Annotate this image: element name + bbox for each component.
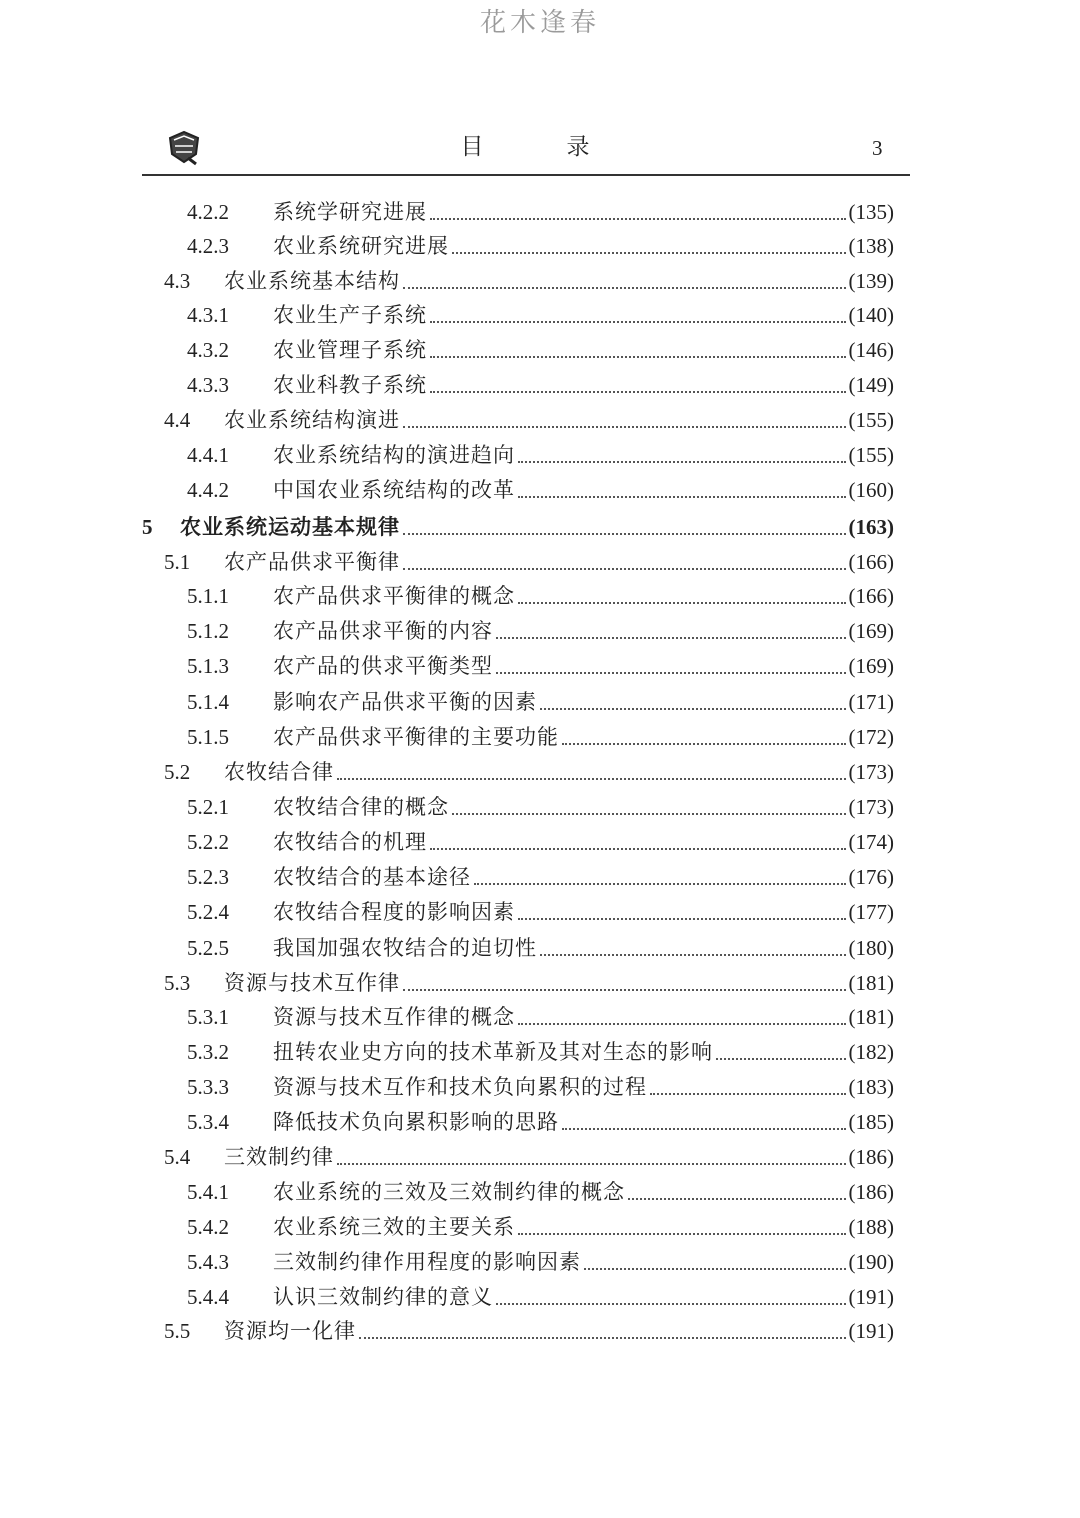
dot-leader: [359, 1337, 846, 1339]
toc-entry-number: 5.3.4: [187, 1110, 229, 1134]
toc-entry[interactable]: [164, 1316, 894, 1346]
toc-entry-page: (188): [848, 1215, 894, 1239]
dot-leader: [337, 1163, 846, 1165]
toc-entry-number: 4.3.1: [187, 303, 229, 327]
toc-entry[interactable]: [164, 547, 894, 577]
toc-entry-number: 4.3.3: [187, 373, 229, 397]
toc-entry[interactable]: [187, 1282, 894, 1312]
toc-entry-page: (173): [848, 760, 894, 784]
dot-leader: [518, 918, 846, 920]
toc-entry-title: 中国农业系统结构的改革: [273, 478, 515, 502]
dot-leader: [452, 813, 846, 815]
dot-leader: [540, 954, 846, 956]
toc-entry-page: (186): [848, 1180, 894, 1204]
toc-entry-number: 4.4: [164, 408, 191, 432]
toc-entry[interactable]: [187, 651, 894, 681]
toc-entry-number: 5.4.2: [187, 1215, 229, 1239]
toc-entry-title: 农产品供求平衡律的概念: [273, 584, 515, 608]
dot-leader: [628, 1198, 846, 1200]
toc-entry[interactable]: [187, 687, 894, 717]
toc-entry[interactable]: [164, 1142, 894, 1172]
toc-entry-page: (191): [848, 1285, 894, 1309]
toc-entry-page: (174): [848, 830, 894, 854]
toc-entry-page: (166): [848, 550, 894, 574]
toc-entry-page: (181): [848, 1005, 894, 1029]
dot-leader: [430, 391, 846, 393]
toc-entry[interactable]: [187, 1002, 894, 1032]
toc-entry-page: (186): [848, 1145, 894, 1169]
dot-leader: [403, 568, 846, 570]
dot-leader: [430, 356, 846, 358]
dot-leader: [496, 637, 846, 639]
toc-entry-number: 5.1.4: [187, 690, 229, 714]
dot-leader: [562, 743, 846, 745]
toc-entry-page: (171): [848, 690, 894, 714]
toc-entry[interactable]: [187, 335, 894, 365]
dot-leader: [518, 1023, 846, 1025]
toc-entry-title: 农产品供求平衡律: [224, 550, 400, 574]
toc-entry[interactable]: [187, 616, 894, 646]
toc-entry-title: 系统学研究进展: [273, 200, 427, 224]
toc-entry-page: (163): [848, 515, 894, 539]
toc-entry-number: 5.1.1: [187, 584, 229, 608]
toc-entry-title: 扭转农业史方向的技术革新及其对生态的影响: [273, 1040, 713, 1064]
watermark: 花木逢春: [479, 8, 600, 38]
toc-entry[interactable]: [187, 1072, 894, 1102]
toc-entry-title: 农牧结合律的概念: [273, 795, 449, 819]
toc-entry[interactable]: [187, 370, 894, 400]
toc-entry-page: (155): [848, 408, 894, 432]
toc-entry-title: 资源与技术互作律: [224, 971, 400, 995]
toc-entry-page: (155): [848, 443, 894, 467]
toc-entry[interactable]: [187, 933, 894, 963]
dot-leader: [474, 883, 846, 885]
toc-entry-page: (183): [848, 1075, 894, 1099]
toc-entry[interactable]: [187, 197, 894, 227]
toc-entry-number: 5.5: [164, 1319, 191, 1343]
dot-leader: [430, 848, 846, 850]
dot-leader: [403, 533, 846, 535]
dot-leader: [518, 496, 846, 498]
toc-entry-title: 农产品供求平衡的内容: [273, 619, 493, 643]
toc-entry-number: 4.4.2: [187, 478, 229, 502]
toc-entry-title: 资源与技术互作律的概念: [273, 1005, 515, 1029]
toc-entry-number: 5.2: [164, 760, 191, 784]
page-header-title: 目 录: [460, 134, 620, 160]
toc-entry[interactable]: [187, 440, 894, 470]
toc-entry-page: (138): [848, 234, 894, 258]
toc-entry-number: 5.2.1: [187, 795, 229, 819]
toc-entry-number: 5.3.1: [187, 1005, 229, 1029]
toc-entry[interactable]: [164, 968, 894, 998]
toc-entry-title: 农牧结合的基本途径: [273, 865, 471, 889]
toc-entry-number: 4.3.2: [187, 338, 229, 362]
toc-entry-title: 农牧结合的机理: [273, 830, 427, 854]
toc-entry-page: (135): [848, 200, 894, 224]
dot-leader: [430, 218, 846, 220]
toc-entry-number: 4.4.1: [187, 443, 229, 467]
toc-entry[interactable]: [187, 827, 894, 857]
toc-entry-title: 三效制约律作用程度的影响因素: [273, 1250, 581, 1274]
toc-entry-number: 4.3: [164, 269, 191, 293]
dot-leader: [518, 602, 846, 604]
toc-entry[interactable]: [164, 266, 894, 296]
toc-entry-page: (182): [848, 1040, 894, 1064]
toc-entry-number: 5.4.1: [187, 1180, 229, 1204]
dot-leader: [337, 778, 846, 780]
dot-leader: [403, 287, 846, 289]
toc-entry-page: (172): [848, 725, 894, 749]
toc-entry[interactable]: [187, 897, 894, 927]
toc-entry-number: 5.2.4: [187, 900, 229, 924]
toc-entry[interactable]: [187, 1247, 894, 1277]
toc-entry-title: 农产品供求平衡律的主要功能: [273, 725, 559, 749]
toc-entry-number: 5.4.4: [187, 1285, 229, 1309]
toc-entry-page: (191): [848, 1319, 894, 1343]
toc-entry-page: (169): [848, 654, 894, 678]
dot-leader: [403, 426, 846, 428]
toc-entry-page: (185): [848, 1110, 894, 1134]
toc-entry-number: 4.2.2: [187, 200, 229, 224]
toc-entry-number: 5: [142, 515, 153, 539]
toc-entry[interactable]: [142, 512, 894, 542]
toc-entry-title: 影响农产品供求平衡的因素: [273, 690, 537, 714]
dot-leader: [716, 1058, 846, 1060]
toc-entry[interactable]: [187, 581, 894, 611]
toc-entry[interactable]: [187, 1177, 894, 1207]
toc-entry-number: 5.1.5: [187, 725, 229, 749]
toc-entry-number: 5.1.2: [187, 619, 229, 643]
toc-entry-title: 农牧结合程度的影响因素: [273, 900, 515, 924]
toc-entry-number: 5.3.2: [187, 1040, 229, 1064]
toc-entry-title: 资源均一化律: [224, 1319, 356, 1343]
toc-entry-page: (190): [848, 1250, 894, 1274]
dot-leader: [518, 1233, 846, 1235]
toc-entry-page: (146): [848, 338, 894, 362]
dot-leader: [650, 1093, 846, 1095]
toc-entry-number: 5.3.3: [187, 1075, 229, 1099]
dot-leader: [496, 1303, 846, 1305]
toc-entry-page: (181): [848, 971, 894, 995]
toc-entry-number: 5.4.3: [187, 1250, 229, 1274]
toc-entry-title: 认识三效制约律的意义: [273, 1285, 493, 1309]
toc-entry-number: 5.1.3: [187, 654, 229, 678]
toc-entry[interactable]: [187, 1212, 894, 1242]
toc-entry[interactable]: [187, 862, 894, 892]
toc-entry[interactable]: [187, 300, 894, 330]
dot-leader: [496, 672, 846, 674]
toc-entry-title: 农业系统运动基本规律: [180, 514, 400, 539]
toc-entry-title: 农业系统的三效及三效制约律的概念: [273, 1180, 625, 1204]
dot-leader: [518, 461, 846, 463]
toc-entry-title: 我国加强农牧结合的迫切性: [273, 936, 537, 960]
toc-entry-title: 农业系统研究进展: [273, 234, 449, 258]
toc-entry[interactable]: [187, 792, 894, 822]
toc-entry-page: (139): [848, 269, 894, 293]
toc-entry-title: 农业管理子系统: [273, 338, 427, 362]
toc-entry-title: 农业系统结构演进: [224, 408, 400, 432]
toc-entry[interactable]: [187, 1037, 894, 1067]
toc-entry-page: (173): [848, 795, 894, 819]
toc-entry-page: (177): [848, 900, 894, 924]
toc-entry-page: (160): [848, 478, 894, 502]
toc-entry-title: 农业生产子系统: [273, 303, 427, 327]
toc-entry[interactable]: [164, 405, 894, 435]
dot-leader: [452, 252, 846, 254]
toc-entry[interactable]: [164, 757, 894, 787]
dot-leader: [562, 1128, 846, 1130]
toc-entry-title: 农业系统三效的主要关系: [273, 1215, 515, 1239]
toc-entry[interactable]: [187, 231, 894, 261]
dot-leader: [584, 1268, 846, 1270]
toc-entry[interactable]: [187, 475, 894, 505]
toc-entry[interactable]: [187, 1107, 894, 1137]
toc-entry-number: 4.2.3: [187, 234, 229, 258]
toc-entry-title: 农牧结合律: [224, 760, 334, 784]
dot-leader: [403, 989, 846, 991]
toc-entry-page: (149): [848, 373, 894, 397]
toc-entry-title: 农业科教子系统: [273, 373, 427, 397]
toc-entry-number: 5.2.5: [187, 936, 229, 960]
toc-entry-page: (169): [848, 619, 894, 643]
toc-entry-title: 三效制约律: [224, 1145, 334, 1169]
toc-entry-page: (176): [848, 865, 894, 889]
toc-entry-number: 5.2.2: [187, 830, 229, 854]
toc-entry-number: 5.3: [164, 971, 191, 995]
toc-entry-title: 资源与技术互作和技术负向累积的过程: [273, 1075, 647, 1099]
toc-entry[interactable]: [187, 722, 894, 752]
page-number: 3: [872, 136, 883, 160]
toc-entry-page: (140): [848, 303, 894, 327]
header-rule: [142, 174, 910, 176]
dot-leader: [540, 708, 846, 710]
toc-entry-number: 5.1: [164, 550, 191, 574]
toc-entry-number: 5.4: [164, 1145, 191, 1169]
toc-entry-number: 5.2.3: [187, 865, 229, 889]
toc-entry-page: (180): [848, 936, 894, 960]
toc-entry-title: 农产品的供求平衡类型: [273, 654, 493, 678]
toc-entry-page: (166): [848, 584, 894, 608]
dot-leader: [430, 321, 846, 323]
toc-entry-title: 农业系统结构的演进趋向: [273, 443, 515, 467]
toc-entry-title: 农业系统基本结构: [224, 269, 400, 293]
toc-entry-title: 降低技术负向累积影响的思路: [273, 1110, 559, 1134]
